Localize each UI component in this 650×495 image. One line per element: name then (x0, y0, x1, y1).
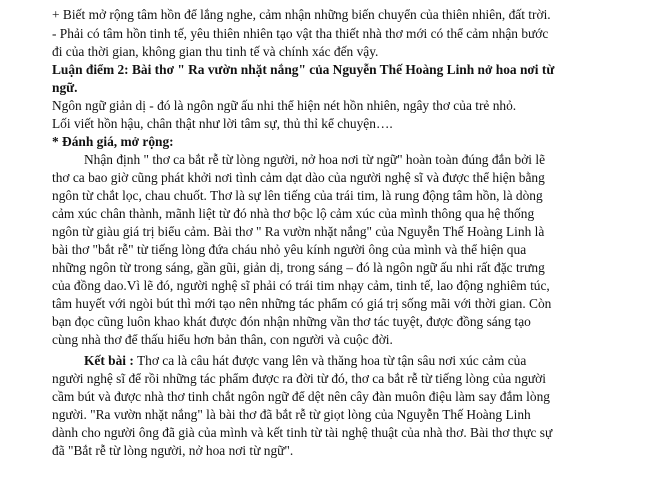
text-line: cảm xúc chân thành, mãnh liệt từ đó nhà thơ bộc lộ cảm xúc của mình thông qua hệ thống (52, 206, 535, 221)
text-line: thơ ca bao giờ cũng phát khởi nơi tình cảm dạt dào của người nghệ sĩ và được thể hiện bằng (52, 170, 545, 185)
conclusion-line (84, 352, 526, 369)
text-line: + Biết mở rộng tâm hồn để lắng nghe, cảm nhận những biến chuyển của thiên nhiên, đất trời. (52, 7, 551, 22)
conclusion-text: Thơ ca là câu hát được vang lên và thăng hoa từ tận sâu nơi xúc cảm của (133, 353, 527, 368)
section-heading: Luận điểm 2: Bài thơ " Ra vườn nhặt nắng" của Nguyễn Thế Hoàng Linh nở hoa nơi từ (52, 62, 555, 77)
text-line: cầm bút và được nhà thơ tinh chắt ngôn ngữ để dệt nên cây đàn muôn điệu làm say đắm lòng (52, 389, 550, 404)
section-heading: ngữ. (52, 80, 78, 95)
text-line: đi của thời gian, không gian thu tinh tế và chính xác đến vậy. (52, 44, 379, 59)
text-line: cùng nhà thơ để thấu hiểu hơn bản thân, con người và cuộc đời. (52, 332, 393, 347)
conclusion-label: Kết bài : (84, 353, 134, 368)
text-line: người. "Ra vườn nhặt nắng" là bài thơ đã bắt rễ từ giọt lòng của Nguyễn Thế Hoàng Linh (52, 407, 531, 422)
text-line: Lối viết hồn hậu, chân thật như lời tâm sự, thủ thỉ kể chuyện…. (52, 116, 393, 131)
text-line: Nhận định " thơ ca bắt rễ từ lòng người, nở hoa nơi từ ngữ" hoàn toàn đúng đắn bởi lẽ (84, 152, 546, 167)
text-line: bài thơ "bắt rễ" từ tiếng lòng đứa cháu nhỏ yêu kính người ông của mình và thể hiện qua (52, 242, 527, 257)
section-heading: * Đánh giá, mở rộng: (52, 134, 174, 149)
text-line: dành cho người ông đã già của mình và kết tinh từ tài nghệ thuật của nhà thơ. Bài thơ thực sự (52, 425, 553, 440)
text-line: bạn đọc cũng luôn khao khát được đón nhận những vần thơ tác tuyệt, được đồng sáng tạo (52, 314, 531, 329)
text-line: những ngôn từ trong sáng, gần gũi, giản dị, trong sáng – đó là ngôn ngữ ấu nhi rất đặc trưng (52, 260, 545, 275)
text-line: ngôn từ giàu giá trị biểu cảm. Bài thơ " Ra vườn nhặt nắng" của Nguyễn Thế Hoàng Linh là (52, 224, 545, 239)
text-line: Ngôn ngữ giản dị - đó là ngôn ngữ ấu nhi thể hiện nét hồn nhiên, ngây thơ của trẻ nhỏ. (52, 98, 517, 113)
text-line: đã "Bắt rễ từ lòng người, nở hoa nơi từ ngữ". (52, 443, 294, 458)
text-line: - Phải có tâm hồn tinh tế, yêu thiên nhiên tạo vật tha thiết nhà thơ mới có thể cảm nhận bước (52, 26, 549, 41)
text-line: của đồng dao.Vì lẽ đó, người nghệ sĩ phải có trái tim nhạy cảm, tinh tế, lao động nghiêm túc, (52, 278, 550, 293)
text-line: người nghệ sĩ để rồi những tác phẩm được ra đời từ đó, thơ ca bắt rễ từ tiếng lòng của người (52, 371, 546, 386)
text-line: tâm huyết với ngòi bút thì mới tạo nên những tác phẩm có giá trị sống mãi với thời gian. Còn (52, 296, 552, 311)
text-line: ngôn từ chắt lọc, chau chuốt. Thơ là sự lên tiếng của trái tim, là rung động tâm hồn, là dòng (52, 188, 543, 203)
